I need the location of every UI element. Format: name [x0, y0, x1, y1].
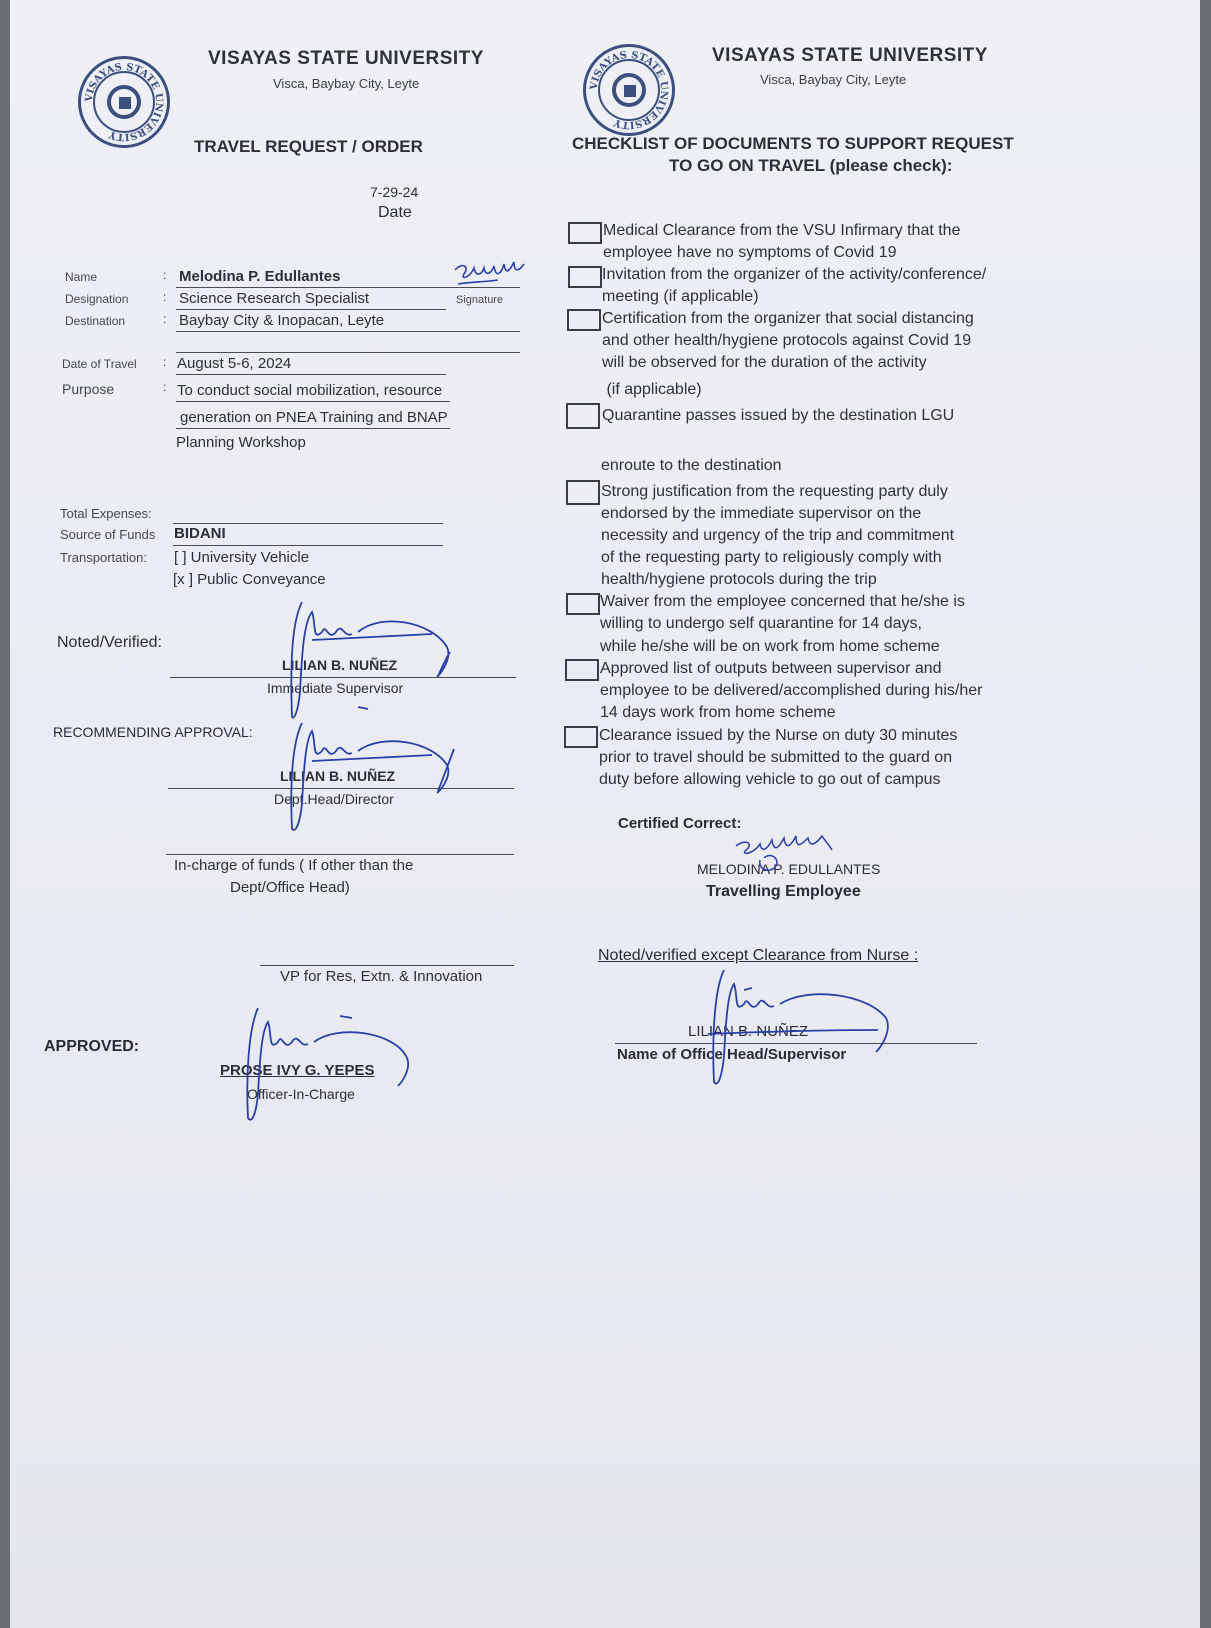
university-seal-left	[78, 56, 170, 148]
date-value: 7-29-24	[370, 184, 419, 200]
checklist-item-3-line-1: Certification from the organizer that social distancing	[602, 310, 974, 327]
checkbox-waiver[interactable]	[566, 593, 600, 615]
travelling-employee-name: MELODINA P. EDULLANTES	[697, 861, 881, 877]
designation-value: Science Research Specialist	[179, 290, 370, 307]
name-colon: :	[163, 268, 167, 282]
transport-university-vehicle: [ ] University Vehicle	[174, 549, 310, 566]
svg-text:VISAYAS STATE UNIVERSITY: VISAYAS STATE UNIVERSITY	[588, 49, 670, 131]
travelling-employee-title: Travelling Employee	[706, 883, 861, 900]
source-of-funds-value: BIDANI	[174, 525, 226, 542]
checklist-item-5-line-1: Strong justification from the requesting party duly	[601, 483, 948, 500]
name-value: Melodina P. Edullantes	[179, 268, 341, 285]
purpose-line-3: Planning Workshop	[176, 434, 306, 451]
checklist-item-4-line-1: Quarantine passes issued by the destination LGU	[602, 407, 955, 424]
svg-text:VISAYAS STATE UNIVERSITY: VISAYAS STATE UNIVERSITY	[83, 61, 165, 143]
checklist-item-6-line-2: willing to undergo self quarantine for 14 days,	[600, 615, 922, 632]
immediate-supervisor-name: LILIAN B. NUÑEZ	[282, 657, 398, 673]
checklist-item-3-line-3: will be observed for the duration of the activity	[602, 354, 927, 371]
checklist-item-5-line-2: endorsed by the immediate supervisor on the	[601, 505, 922, 522]
dept-head-title: Dept.Head/Director	[274, 791, 394, 807]
checkbox-nurse-clearance[interactable]	[564, 726, 598, 748]
approved-label: APPROVED:	[44, 1038, 140, 1055]
checklist-item-8-line-1: Clearance issued by the Nurse on duty 30 minutes	[599, 727, 958, 744]
checklist-item-1-line-2: employee have no symptoms of Covid 19	[603, 244, 897, 261]
destination-value: Baybay City & Inopacan, Leyte	[179, 312, 385, 329]
signature-supervisor	[272, 592, 462, 722]
signature-oic	[228, 1000, 418, 1130]
signature-applicant	[450, 258, 530, 298]
checkbox-quarantine-passes[interactable]	[566, 403, 600, 429]
checkbox-approved-outputs[interactable]	[565, 659, 599, 681]
signature-office-head	[678, 960, 898, 1090]
funds-incharge-line-1: In-charge of funds ( If other than the	[174, 857, 414, 874]
checklist-item-3-line-2: and other health/hygiene protocols against Covid 19	[602, 332, 972, 349]
university-address-left: Visca, Baybay City, Leyte	[273, 76, 420, 91]
checklist-item-2-line-2: meeting (if applicable)	[602, 288, 759, 305]
checklist-item-5-line-4: of the requesting party to religiously comply with	[601, 549, 942, 566]
total-expenses-label: Total Expenses:	[60, 506, 152, 521]
oic-title: Officer-In-Charge	[247, 1086, 355, 1102]
checklist-item-7-line-3: 14 days work from home scheme	[600, 704, 836, 721]
checklist-item-5-line-5: health/hygiene protocols during the trip	[601, 571, 877, 588]
signature-dept-head	[272, 705, 462, 835]
certified-correct-label: Certified Correct:	[618, 815, 742, 832]
oic-name: PROSE IVY G. YEPES	[220, 1062, 375, 1079]
checkbox-strong-justification[interactable]	[566, 480, 600, 505]
checklist-item-3-line-4: (if applicable)	[602, 381, 702, 398]
checklist-item-8-line-2: prior to travel should be submitted to the guard on	[599, 749, 953, 766]
transport-public-conveyance: [x ] Public Conveyance	[173, 571, 326, 588]
immediate-supervisor-title: Immediate Supervisor	[267, 680, 404, 696]
designation-colon: :	[163, 290, 167, 304]
checkbox-invitation[interactable]	[568, 266, 602, 288]
vp-title: VP for Res, Extn. & Innovation	[280, 968, 483, 985]
checklist-item-5-line-3: necessity and urgency of the trip and commitment	[601, 527, 955, 544]
checkbox-certification[interactable]	[567, 309, 601, 331]
checklist-title-line-2: TO GO ON TRAVEL (please check):	[669, 156, 953, 175]
destination-colon: :	[163, 312, 167, 326]
form-title: TRAVEL REQUEST / ORDER	[194, 137, 423, 156]
purpose-colon: :	[163, 380, 167, 394]
checklist-item-4-line-3: enroute to the destination	[601, 457, 782, 474]
recommending-approval-label: RECOMMENDING APPROVAL:	[53, 724, 253, 740]
transportation-label: Transportation:	[60, 550, 147, 565]
noted-except-nurse-label: Noted/verified except Clearance from Nurse :	[598, 947, 919, 964]
checklist-item-6-line-3: while he/she will be on work from home scheme	[600, 638, 940, 655]
office-head-label: Name of Office Head/Supervisor	[617, 1046, 847, 1063]
name-label: Name	[65, 270, 98, 284]
dept-head-name: LILIAN B. NUÑEZ	[280, 768, 396, 784]
university-name-right: VISAYAS STATE UNIVERSITY	[712, 45, 988, 66]
signature-label: Signature	[456, 294, 504, 306]
checkbox-medical-clearance[interactable]	[568, 222, 602, 244]
date-of-travel-value: August 5-6, 2024	[177, 355, 292, 372]
date-of-travel-label: Date of Travel	[62, 357, 137, 371]
university-name-left: VISAYAS STATE UNIVERSITY	[208, 48, 484, 69]
checklist-item-1-line-1: Medical Clearance from the VSU Infirmary that the	[603, 222, 961, 239]
office-head-name: LILIAN B. NUÑEZ	[688, 1023, 809, 1040]
source-of-funds-label: Source of Funds	[60, 527, 156, 542]
date-of-travel-colon: :	[163, 355, 167, 369]
designation-label: Designation	[65, 292, 129, 306]
travel-request-form	[10, 0, 1200, 1628]
purpose-label: Purpose	[62, 381, 115, 397]
university-address-right: Visca, Baybay City, Leyte	[760, 72, 907, 87]
checklist-title-line-1: CHECKLIST OF DOCUMENTS TO SUPPORT REQUEST	[572, 134, 1014, 153]
signature-employee-certified	[730, 830, 840, 880]
funds-incharge-line-2: Dept/Office Head)	[230, 879, 350, 896]
university-seal-right	[583, 44, 675, 136]
checklist-item-8-line-3: duty before allowing vehicle to go out of campus	[599, 771, 941, 788]
checklist-item-2-line-1: Invitation from the organizer of the activity/conference/	[602, 266, 987, 283]
checklist-item-7-line-2: employee to be delivered/accomplished during his/her	[600, 682, 983, 699]
checklist-item-7-line-1: Approved list of outputs between supervisor and	[600, 660, 942, 677]
date-label: Date	[378, 204, 412, 221]
purpose-line-1: To conduct social mobilization, resource	[177, 382, 443, 399]
destination-label: Destination	[65, 314, 126, 328]
noted-verified-label: Noted/Verified:	[57, 634, 162, 651]
purpose-line-2: generation on PNEA Training and BNAP	[180, 409, 448, 426]
checklist-item-6-line-1: Waiver from the employee concerned that he/she is	[600, 593, 965, 610]
